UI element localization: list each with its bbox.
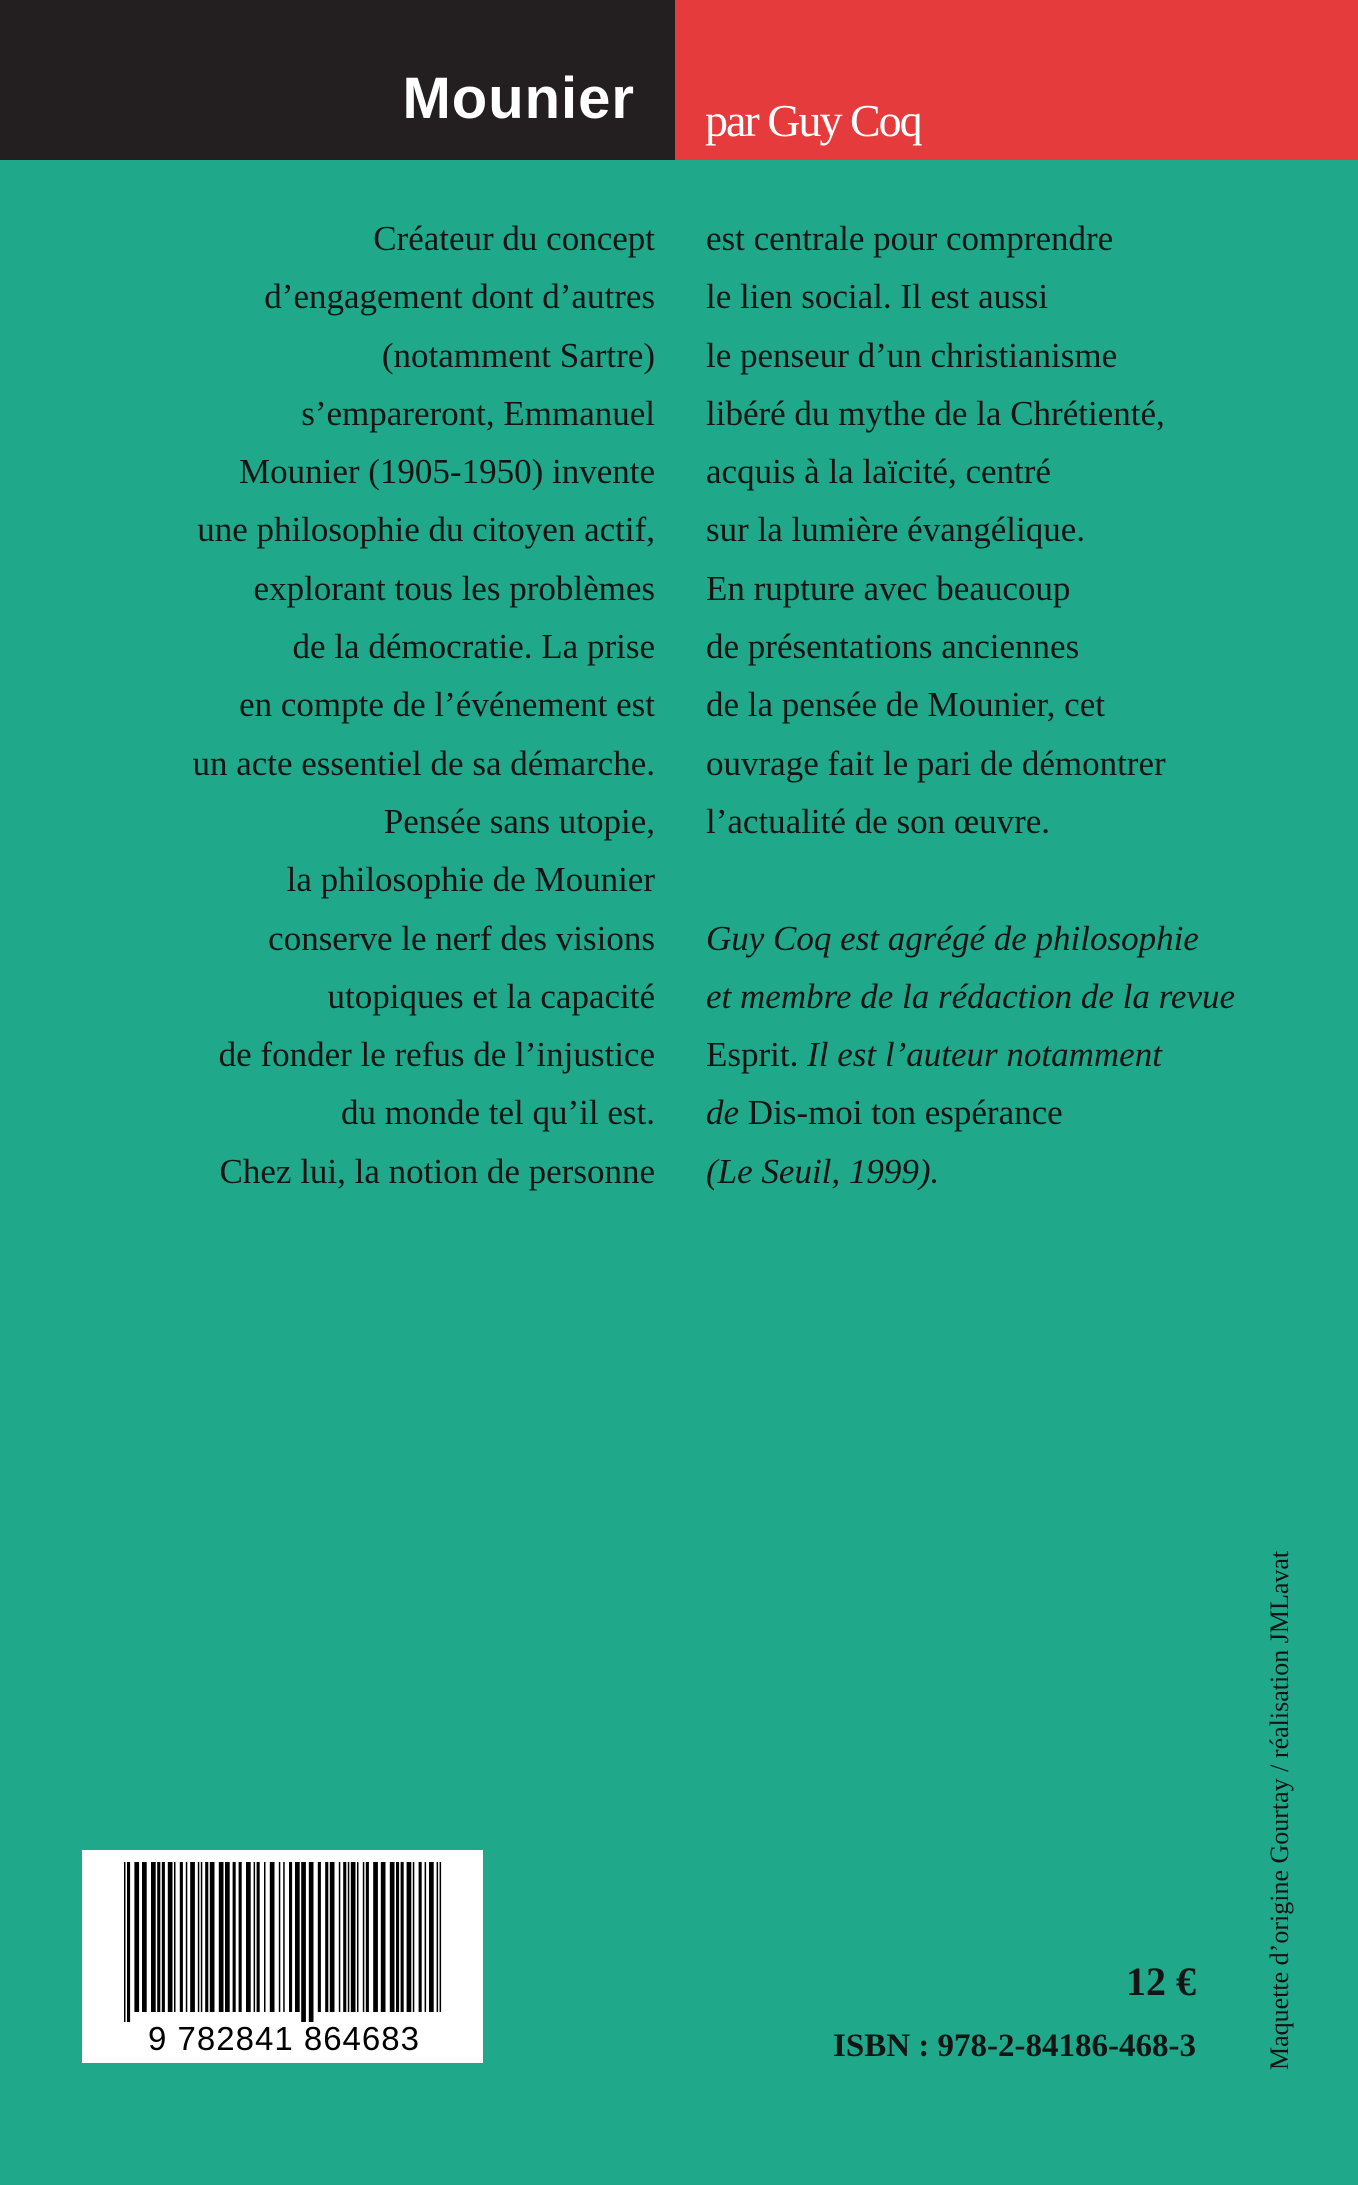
barcode-bar (174, 1862, 176, 2012)
blurb-line: de la démocratie. La prise (292, 627, 655, 667)
blurb-line: (notamment Sartre) (381, 335, 655, 375)
blurb-left-column (120, 210, 655, 1201)
paragraph-gap (706, 851, 1266, 909)
blurb-line: libéré du mythe de la Chrétienté, (706, 393, 1165, 433)
blurb-line: de fonder le refus de l’injustice (218, 1035, 655, 1075)
barcode-bar (343, 1862, 346, 2012)
blurb-line: sur la lumière évangélique. (706, 510, 1086, 550)
barcode-bar (348, 1862, 350, 2012)
barcode-bar (186, 1862, 188, 2012)
barcode-bar (205, 1862, 208, 2012)
author-bio-line (706, 1026, 1266, 1084)
barcode-bar (295, 1862, 300, 2012)
barcode-bar (124, 1862, 126, 2022)
price: 12 € (1126, 1959, 1196, 2004)
barcode-bar (381, 1862, 386, 2012)
barcode-bar (289, 1862, 292, 2012)
book-title: Mounier (402, 66, 635, 131)
barcode-bar (425, 1862, 427, 2012)
barcode-bar (279, 1862, 281, 2012)
isbn-barcode (82, 1850, 483, 2063)
blurb-line: explorant tous les problèmes (253, 568, 655, 608)
barcode-bar (396, 1862, 399, 2012)
barcode-bar (437, 1862, 439, 2012)
blurb-line: acquis à la laïcité, centré (706, 452, 1051, 492)
blurb-line: le lien social. Il est aussi (706, 277, 1049, 317)
barcode-bar (210, 1862, 215, 2012)
barcode-bar (270, 1862, 275, 2012)
blurb-line: de présentations anciennes (706, 627, 1080, 667)
barcode-bar (366, 1862, 369, 2012)
barcode-bar (440, 1862, 442, 2012)
barcode-bar (239, 1862, 242, 2012)
barcode-bar (390, 1862, 395, 2012)
barcode-bar (264, 1862, 266, 2012)
blurb-line: d’engagement dont d’autres (264, 277, 655, 317)
barcode-bar (246, 1862, 251, 2012)
barcode-bar (198, 1862, 200, 2012)
blurb-line: s’empareront, Emmanuel (301, 393, 655, 433)
barcode-bar (429, 1862, 434, 2012)
blurb-line: Mounier (1905-1950) invente (238, 452, 655, 492)
blurb-right-column (706, 210, 1266, 1201)
barcode-bar (339, 1862, 341, 2012)
barcode-bar (351, 1862, 356, 2012)
book-reference: Dis-moi ton espérance (747, 1093, 1063, 1133)
barcode-graphic (82, 1850, 483, 2063)
barcode-bar (413, 1862, 415, 2012)
bio-text: de (706, 1093, 748, 1133)
author-bio-line: et membre de la rédaction de la revue (706, 976, 1236, 1016)
blurb-line: une philosophie du citoyen actif, (197, 510, 655, 550)
blurb-line: Créateur du concept (373, 219, 655, 258)
blurb-line: utopiques et la capacité (327, 976, 655, 1016)
barcode-bar (318, 1862, 321, 2012)
barcode-bar (201, 1862, 203, 2012)
journal-name: Esprit. (706, 1035, 799, 1075)
author-bio-line: Guy Coq est agrégé de philosophie (706, 918, 1199, 958)
barcode-bar (190, 1862, 195, 2012)
barcode-bar (219, 1862, 224, 2012)
blurb-line: l’actualité de son œuvre. (706, 801, 1051, 841)
barcode-bar (401, 1862, 404, 2012)
bio-text: Il est l’auteur notamment (798, 1035, 1162, 1075)
barcode-bar (180, 1862, 183, 2012)
blurb-line: le penseur d’un christianisme (706, 335, 1118, 375)
blurb-line: du monde tel qu’il est. (341, 1093, 655, 1133)
barcode-bar (142, 1862, 147, 2012)
barcode-bar (301, 1862, 306, 2022)
author-bio-line: (Le Seuil, 1999). (706, 1151, 940, 1191)
header-dark-band (0, 0, 675, 160)
author-bio-line (706, 1084, 1266, 1142)
barcode-bar (151, 1862, 156, 2012)
blurb-line: la philosophie de Mounier (286, 860, 655, 900)
barcode-bar (309, 1862, 314, 2022)
blurb-line: en compte de l’événement est (239, 685, 655, 725)
header-red-band (675, 0, 1358, 160)
blurb-line: de la pensée de Mounier, cet (706, 685, 1105, 725)
blurb-line: En rupture avec beaucoup (706, 568, 1071, 608)
barcode-bar (162, 1862, 165, 2012)
barcode-bar (233, 1862, 236, 2012)
barcode-bar (254, 1862, 256, 2012)
barcode-bar (168, 1862, 173, 2012)
barcode-bar (157, 1862, 160, 2012)
blurb-line: conserve le nerf des visions (268, 918, 655, 958)
barcode-bar (127, 1862, 130, 2022)
blurb-line: est centrale pour comprendre (706, 219, 1114, 258)
barcode-bar (134, 1862, 139, 2012)
barcode-digits: 9 782841 864683 (148, 2020, 420, 2057)
barcode-bar (419, 1862, 422, 2012)
barcode-bar (225, 1862, 230, 2012)
barcode-bar (357, 1862, 359, 2012)
barcode-bar (330, 1862, 335, 2012)
barcode-bar (283, 1862, 285, 2012)
barcode-bar (325, 1862, 328, 2012)
book-author: par Guy Coq (705, 95, 921, 146)
barcode-bar (407, 1862, 412, 2012)
barcode-bar (257, 1862, 260, 2012)
blurb-line: Chez lui, la notion de personne (219, 1151, 655, 1191)
blurb-line: un acte essentiel de sa démarche. (192, 743, 655, 783)
blurb-line: Pensée sans utopie, (383, 801, 655, 841)
design-credit: Maquette d’origine Gourtay / réalisation JMLavat (1265, 1550, 1294, 2070)
barcode-bar (373, 1862, 378, 2012)
blurb-line: ouvrage fait le pari de démontrer (706, 743, 1166, 783)
barcode-bar (363, 1862, 365, 2012)
isbn-number: ISBN : 978-2-84186-468-3 (833, 2028, 1196, 2064)
